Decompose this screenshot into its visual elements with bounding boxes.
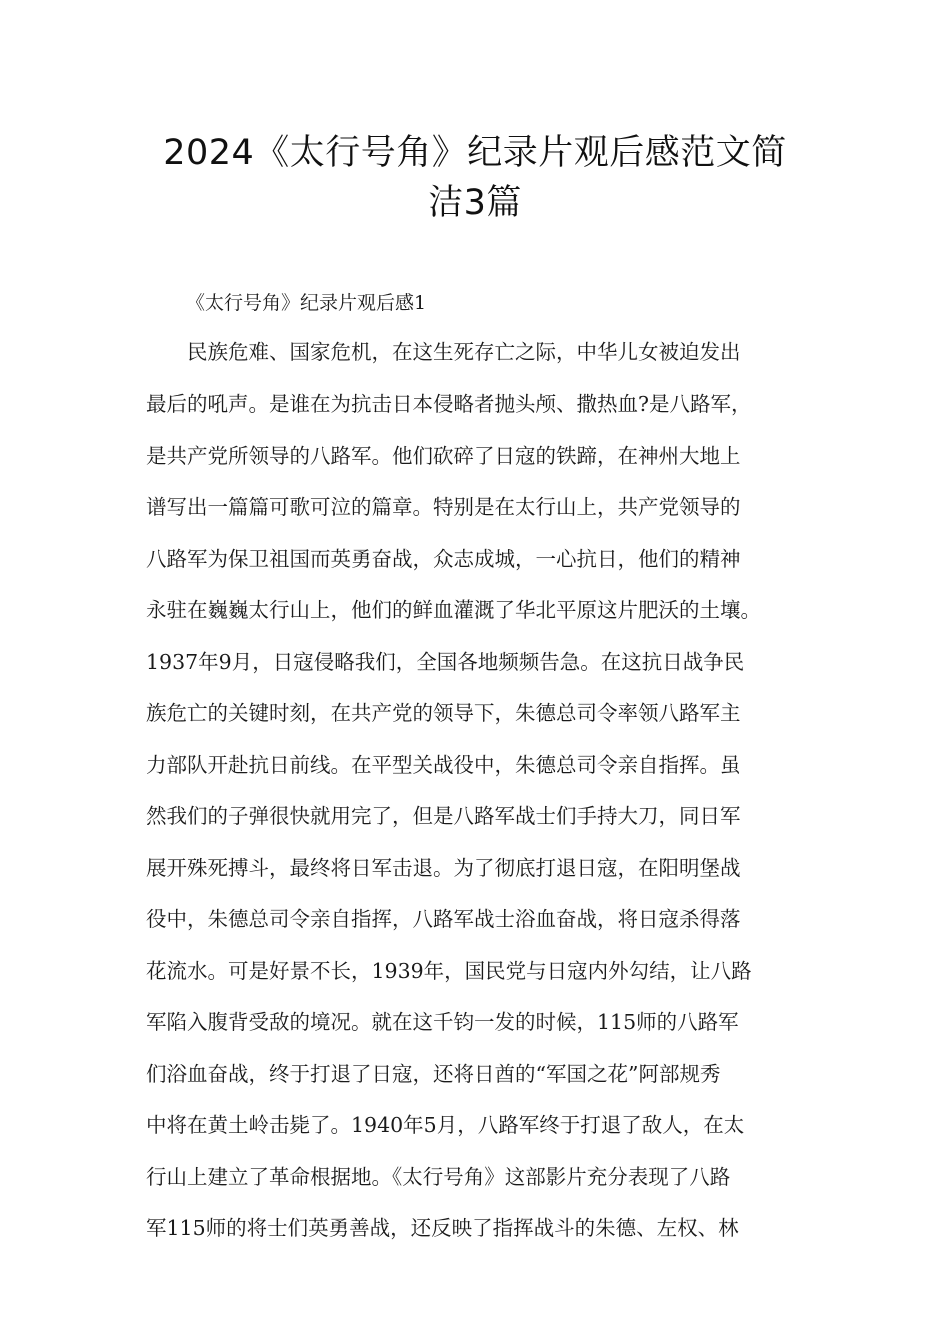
- paragraph-line: 军陷入腹背受敌的境况。就在这千钧一发的时候，115师的八路军: [146, 1010, 739, 1034]
- paragraph-line: 谱写出一篇篇可歌可泣的篇章。特别是在太行山上，共产党领导的: [146, 495, 741, 519]
- paragraph-line: 花流水。可是好景不长，1939年，国民党与日寇内外勾结，让八路: [146, 959, 752, 983]
- paragraph-line: 八路军为保卫祖国而英勇奋战，众志成城，一心抗日，他们的精神: [146, 547, 741, 571]
- document-title: [120, 128, 830, 228]
- paragraph-line: 展开殊死搏斗，最终将日军击退。为了彻底打退日寇，在阳明堡战: [146, 856, 741, 880]
- paragraph-line: 行山上建立了革命根据地。《太行号角》这部影片充分表现了八路: [146, 1165, 731, 1189]
- paragraph-line: 1937年9月，日寇侵略我们，全国各地频频告急。在这抗日战争民: [146, 650, 745, 674]
- paragraph-line: 是共产党所领导的八路军。他们砍碎了日寇的铁蹄，在神州大地上: [146, 444, 741, 468]
- paragraph-line: 役中，朱德总司令亲自指挥，八路军战士浴血奋战，将日寇杀得落: [146, 907, 741, 931]
- paragraph-line: 永驻在巍巍太行山上，他们的鲜血灌溉了华北平原这片肥沃的土壤。: [146, 598, 761, 622]
- title-line-2: 洁3篇: [428, 183, 522, 223]
- paragraph-line: 族危亡的关键时刻，在共产党的领导下，朱德总司令率领八路军主: [146, 701, 741, 725]
- paragraph-line: 中将在黄土岭击毙了。1940年5月，八路军终于打退了敌人，在太: [146, 1113, 745, 1137]
- paragraph-line: 最后的吼声。是谁在为抗击日本侵略者抛头颅、撒热血?是八路军，: [146, 392, 752, 416]
- paragraph-line: 们浴血奋战，终于打退了日寇，还将日酋的“军国之花”阿部规秀: [146, 1062, 721, 1086]
- section-heading: 《太行号角》纪录片观后感1: [186, 292, 427, 314]
- title-line-1: 2024《太行号角》纪录片观后感范文简: [163, 133, 787, 173]
- paragraph-line: 民族危难、国家危机，在这生死存亡之际，中华儿女被迫发出: [187, 340, 741, 364]
- paragraph-line: 军115师的将士们英勇善战，还反映了指挥战斗的朱德、左权、林: [146, 1216, 739, 1240]
- paragraph-line: 然我们的子弹很快就用完了，但是八路军战士们手持大刀，同日军: [146, 804, 741, 828]
- paragraph-line: 力部队开赴抗日前线。在平型关战役中，朱德总司令亲自指挥。虽: [146, 753, 741, 777]
